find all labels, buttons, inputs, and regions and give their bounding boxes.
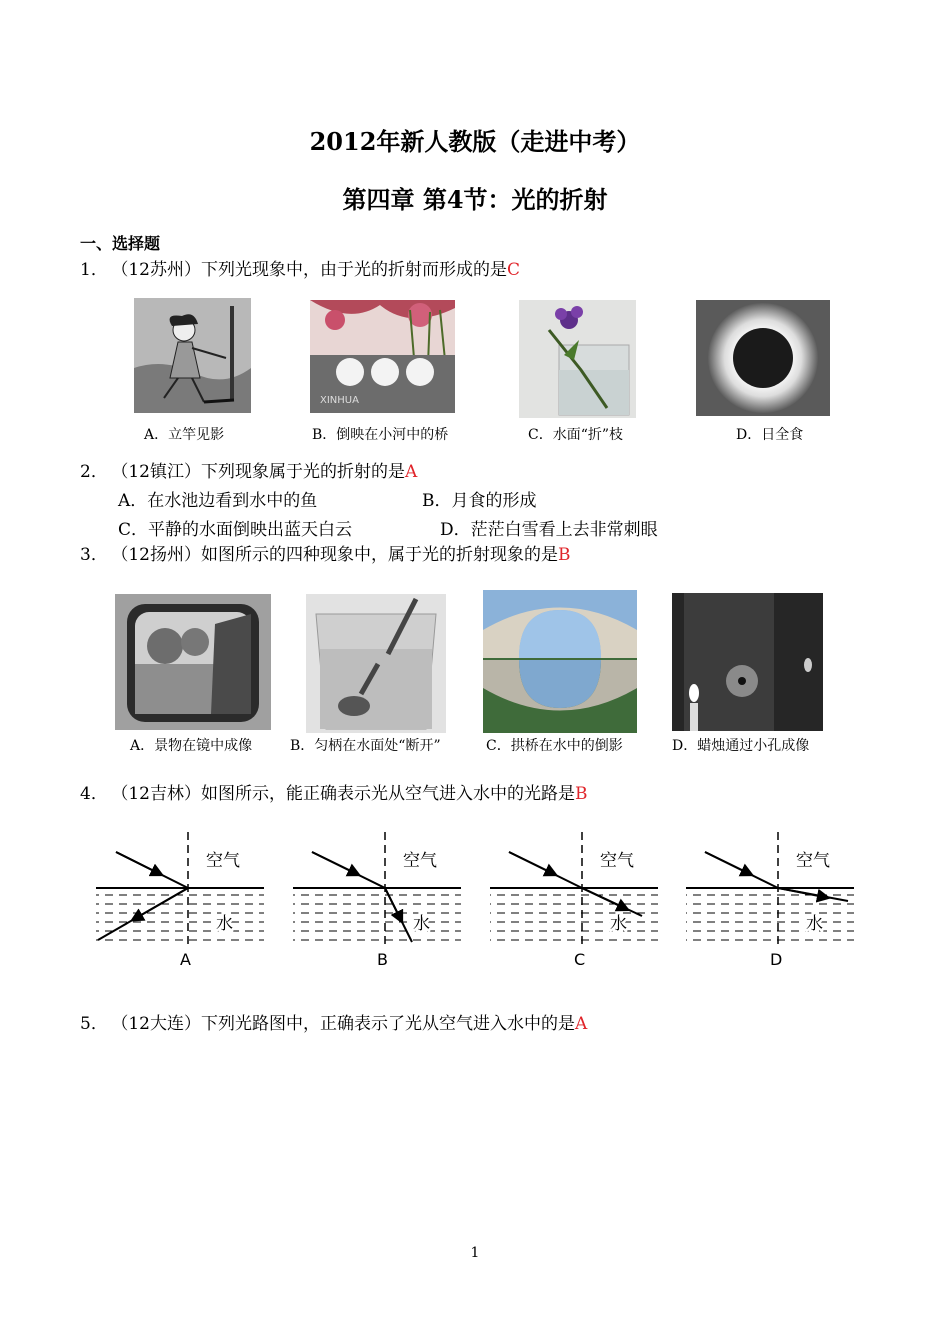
question-4-text: （12吉林）如图所示，能正确表示光从空气进入水中的光路是 xyxy=(119,784,575,804)
q4-c-air-label: 空气 xyxy=(600,851,634,871)
page-subtitle: 第四章 第4节：光的折射 xyxy=(342,185,608,214)
q3-caption-a: A．景物在镜中成像 xyxy=(130,738,253,754)
question-5-answer: A xyxy=(574,1014,588,1034)
page-title: 2012年新人教版（走进中考） xyxy=(309,127,641,156)
bridge-reflection-photo xyxy=(310,300,455,413)
question-3 xyxy=(80,540,570,565)
spoon-in-water-photo xyxy=(306,594,446,733)
q3-image-d xyxy=(672,593,823,731)
bent-branch-in-water-photo xyxy=(519,300,636,418)
q1-caption-b: B．倒映在小河中的桥 xyxy=(312,427,449,443)
q4-diagrams xyxy=(90,828,870,968)
question-2-answer: A xyxy=(404,462,418,482)
question-4-answer: B xyxy=(574,784,588,804)
q1-image-d xyxy=(696,300,830,416)
q2-option-c: C．平静的水面倒映出蓝天白云 xyxy=(118,520,353,540)
arch-bridge-reflection-photo xyxy=(483,590,637,733)
q4-c-label: C xyxy=(574,950,586,968)
solar-eclipse-photo xyxy=(696,300,830,416)
q4-b-label: B xyxy=(377,950,388,968)
q4-a-label: A xyxy=(180,950,191,968)
section-heading: 一、选择题 xyxy=(80,234,161,253)
q2-option-b: B．月食的形成 xyxy=(422,491,537,511)
question-1-text: （12苏州）下列光现象中，由于光的折射而形成的是 xyxy=(119,260,507,280)
svg-text:XINHUA: XINHUA xyxy=(320,395,359,406)
q3-image-b xyxy=(306,594,446,733)
q4-b-air-label: 空气 xyxy=(403,851,437,871)
pinhole-candle-photo xyxy=(672,593,823,731)
question-1-answer: C xyxy=(506,260,520,280)
car-mirror-photo xyxy=(115,594,271,730)
question-2 xyxy=(80,457,417,482)
q2-option-a: A．在水池边看到水中的鱼 xyxy=(118,491,318,511)
question-1-number: 1． xyxy=(80,260,108,280)
q4-a-water-label: 水 xyxy=(216,914,233,934)
q4-a-air-label: 空气 xyxy=(206,851,240,871)
q4-diagram-a xyxy=(96,832,264,968)
q4-d-label: D xyxy=(770,950,783,968)
girl-shadow-illustration xyxy=(134,298,251,413)
q4-diagram-c xyxy=(490,832,658,968)
question-3-answer: B xyxy=(557,545,571,565)
q4-d-air-label: 空气 xyxy=(796,851,830,871)
q3-image-c xyxy=(483,590,637,733)
q1-image-b xyxy=(310,300,455,413)
question-5 xyxy=(80,1009,587,1034)
question-1 xyxy=(80,255,520,280)
q1-caption-a: A．立竿见影 xyxy=(144,427,225,443)
q4-d-water-label: 水 xyxy=(806,914,823,934)
q1-image-c xyxy=(519,300,636,418)
q4-diagram-b xyxy=(293,832,461,968)
q1-caption-d: D．日全食 xyxy=(736,427,804,443)
question-3-text: （12扬州）如图所示的四种现象中，属于光的折射现象的是 xyxy=(119,545,558,565)
question-2-number: 2． xyxy=(80,462,108,482)
q4-b-water-label: 水 xyxy=(413,914,430,934)
q3-caption-c: C．拱桥在水中的倒影 xyxy=(486,738,623,754)
q3-image-a xyxy=(115,594,271,730)
q2-option-d: D．茫茫白雪看上去非常刺眼 xyxy=(440,520,658,540)
q1-image-a xyxy=(134,298,251,413)
question-4-number: 4． xyxy=(80,784,108,804)
q3-caption-b: B．匀柄在水面处“断开” xyxy=(290,738,441,754)
q4-c-water-label: 水 xyxy=(610,914,627,934)
page-number: 1 xyxy=(470,1245,480,1261)
question-5-text: （12大连）下列光路图中，正确表示了光从空气进入水中的是 xyxy=(119,1014,575,1034)
q1-caption-c: C．水面“折”枝 xyxy=(528,427,624,443)
question-2-text: （12镇江）下列现象属于光的折射的是 xyxy=(119,462,405,482)
q3-caption-d: D．蜡烛通过小孔成像 xyxy=(672,738,810,754)
question-4 xyxy=(80,779,587,804)
question-5-number: 5． xyxy=(80,1014,108,1034)
q4-diagram-d xyxy=(686,832,854,968)
question-3-number: 3． xyxy=(80,545,108,565)
